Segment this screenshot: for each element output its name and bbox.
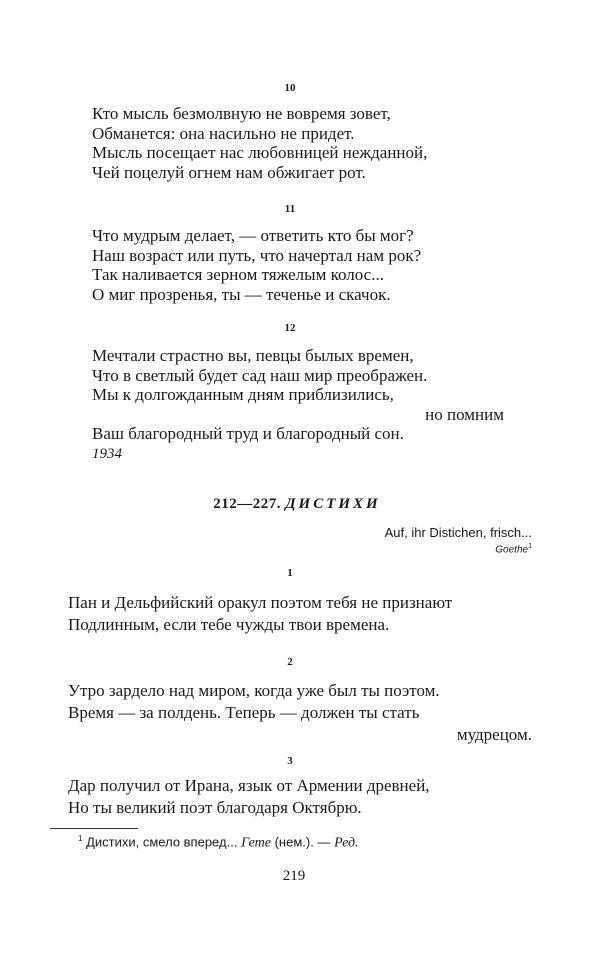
epigraph-author xyxy=(385,543,532,555)
section-title: ДИСТИХИ xyxy=(285,496,381,512)
poem-stanza xyxy=(92,346,504,444)
epigraph-quote: Auf, ihr Distichen, frisch... xyxy=(384,525,532,540)
verse-line-continuation: но помним xyxy=(425,404,504,424)
poem-stanza xyxy=(92,226,421,304)
poem-stanza xyxy=(92,104,427,182)
footnote xyxy=(78,834,359,851)
verse-line: Что в светлый будет сад наш мир преображен. xyxy=(92,365,428,385)
verse-line: Подлинным, если тебе чужды твои времена. xyxy=(68,615,390,634)
footnote-author: Гете xyxy=(241,835,271,851)
verse-line: Утро зардело над миром, когда уже был ты поэтом. xyxy=(68,681,440,700)
distich xyxy=(68,680,532,746)
footnote-marker: 1 xyxy=(78,834,83,843)
verse-line: Пан и Дельфийский оракул поэтом тебя не признают xyxy=(68,593,453,612)
verse-line: Что мудрым делает, — ответить кто бы мог? xyxy=(92,226,414,245)
poem-number: 11 xyxy=(284,203,296,215)
epigraph-author-name: Goethe xyxy=(495,544,529,556)
footnote-divider xyxy=(50,828,138,829)
section-number: 212—227. xyxy=(213,496,282,512)
verse-line: О миг прозренья, ты — теченье и скачок. xyxy=(92,284,391,304)
footnote-editor: Ред. xyxy=(334,835,359,851)
verse-line: Мысль посещает нас любовницей нежданной, xyxy=(92,143,428,162)
footnote-text: Дистихи, смело вперед... xyxy=(86,834,238,850)
verse-line: Мечтали страстно вы, певцы былых времен, xyxy=(92,346,414,365)
distich xyxy=(68,775,430,819)
verse-line: Мы к долгожданным дням приблизились, xyxy=(92,385,394,404)
verse-line: Наш возраст или путь, что начертал нам рок? xyxy=(92,245,422,265)
footnote-language: (нем.). — xyxy=(274,834,331,850)
verse-line: Ваш благородный труд и благородный сон. xyxy=(92,424,404,443)
verse-line: Время — за полдень. Теперь — должен ты стать xyxy=(68,703,420,722)
section-heading xyxy=(0,496,594,513)
poem-number: 12 xyxy=(284,322,296,334)
verse-line: Чей поцелуй огнем нам обжигает рот. xyxy=(92,162,366,182)
verse-line: Так наливается зерном тяжелым колос... xyxy=(92,265,384,284)
verse-line: Но ты великий поэт благодаря Октябрю. xyxy=(68,798,362,817)
distich-number: 1 xyxy=(287,567,293,579)
footnote-marker: 1 xyxy=(528,543,532,550)
distich-number: 2 xyxy=(287,656,293,668)
epigraph xyxy=(385,525,532,555)
verse-line: Дар получил от Ирана, язык от Армении древней, xyxy=(68,776,430,795)
page-number: 219 xyxy=(282,868,306,884)
verse-line: Кто мысль безмолвную не вовремя зовет, xyxy=(92,104,391,123)
verse-line-continuation: мудрецом. xyxy=(456,725,532,744)
poem-number: 10 xyxy=(284,82,296,94)
poem-date: 1934 xyxy=(92,446,122,462)
distich-number: 3 xyxy=(287,755,293,767)
distich xyxy=(68,592,452,636)
verse-line: Обманется: она насильно не придет. xyxy=(92,123,355,143)
